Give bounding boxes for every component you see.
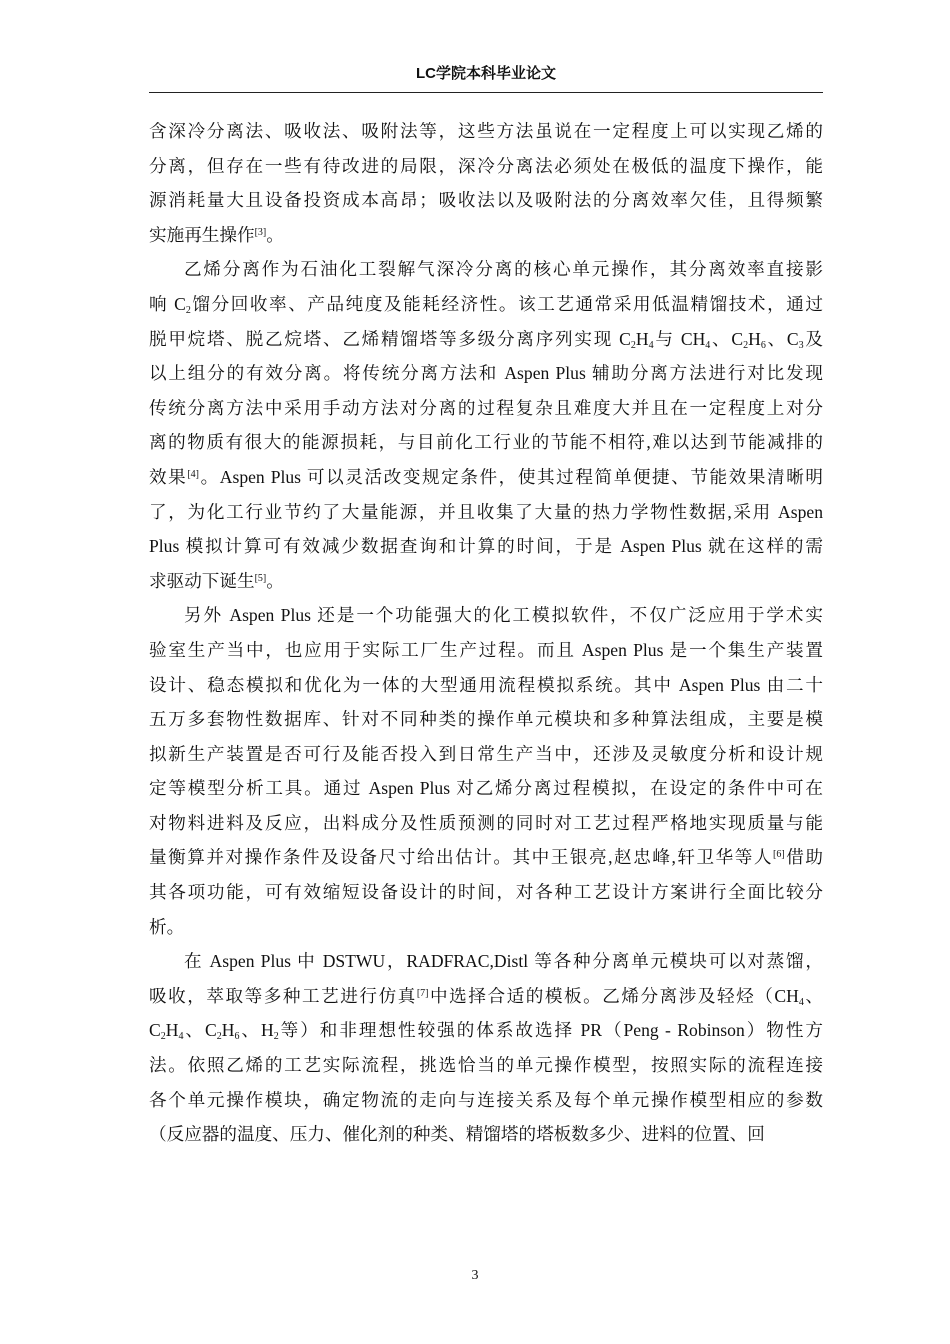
paragraph — [149, 598, 823, 944]
text-line: 另外 Aspen Plus 还是一个功能强大的化工模拟软件，不仅广泛应用于学术实 — [184, 605, 823, 626]
text-line: 脱甲烷塔、脱乙烷塔、乙烯精馏塔等多级分离序列实现 $C_2H_4$与 $CH_4$、$C_2H_6$、$C_3$及 — [149, 328, 823, 351]
paragraph — [149, 944, 823, 1152]
header-divider — [149, 92, 823, 93]
text-line: 法。依照乙烯的工艺实际流程，挑选恰当的单元操作模型，按照实际的流程连接 — [149, 1055, 823, 1076]
text-line: 实施再生操作[3]。 — [149, 224, 284, 245]
text-line: 吸收，萃取等多种工艺进行仿真[7]中选择合适的模板。乙烯分离涉及轻烃（$CH_4$、 — [149, 985, 823, 1008]
text-line: 验室生产当中，也应用于实际工厂生产过程。而且 Aspen Plus 是一个集生产装置 — [149, 639, 823, 660]
text-line: $C_2H_4$、$C_2H_6$、$H_2$等）和非理想性较强的体系故选择 PR（Peng - Robinson）物性方 — [149, 1020, 823, 1043]
text-line: 效果[4]。Aspen Plus 可以灵活改变规定条件，使其过程简单便捷、节能效果清晰明 — [149, 466, 823, 487]
text-line: 响 $C_2$馏分回收率、产品纯度及能耗经济性。该工艺通常采用低温精馏技术，通过 — [149, 293, 823, 316]
text-line: 五万多套物性数据库、针对不同种类的操作单元模块和多种算法组成，主要是模 — [149, 709, 823, 730]
text-line: 定等模型分析工具。通过 Aspen Plus 对乙烯分离过程模拟，在设定的条件中可在 — [149, 778, 823, 799]
text-line: 各个单元操作模块，确定物流的走向与连接关系及每个单元操作模型相应的参数 — [149, 1089, 823, 1110]
text-line: 其各项功能，可有效缩短设备设计的时间，对各种工艺设计方案讲行全面比较分 — [149, 882, 823, 903]
text-line: 分离，但存在一些有待改进的局限，深冷分离法必须处在极低的温度下操作，能 — [149, 155, 823, 176]
body-text — [149, 114, 823, 1152]
paragraph — [149, 114, 823, 252]
text-line: 乙烯分离作为石油化工裂解气深冷分离的核心单元操作，其分离效率直接影 — [184, 259, 823, 280]
text-line: 量衡算并对操作条件及设备尺寸给出估计。其中王银亮,赵忠峰,轩卫华等人[6]借助 — [149, 847, 823, 868]
text-line: 求驱动下诞生[5]。 — [149, 570, 284, 591]
text-line: 析。 — [149, 916, 185, 937]
text-line: 对物料进料及反应，出料成分及性质预测的同时对工艺过程严格地实现质量与能 — [149, 812, 823, 833]
text-line: 传统分离方法中采用手动方法对分离的过程复杂且难度大并且在一定程度上对分 — [149, 397, 823, 418]
text-line: 设计、稳态模拟和优化为一体的大型通用流程模拟系统。其中 Aspen Plus 由二十 — [149, 674, 823, 695]
paragraph — [149, 252, 823, 598]
text-line: 了，为化工行业节约了大量能源，并且收集了大量的热力学物性数据,采用 Aspen — [149, 501, 823, 522]
text-line: 源消耗量大且设备投资成本高昂；吸收法以及吸附法的分离效率欠佳，且得频繁 — [149, 190, 823, 211]
text-line: 以上组分的有效分离。将传统分离方法和 Aspen Plus 辅助分离方法进行对比发现 — [149, 363, 823, 384]
text-line: 离的物质有很大的能源损耗，与目前化工行业的节能不相符,难以达到节能减排的 — [149, 432, 823, 453]
text-line: Plus 模拟计算可有效减少数据查询和计算的时间，于是 Aspen Plus 就在这样的需 — [149, 536, 823, 557]
text-line: 在 Aspen Plus 中 DSTWU，RADFRAC,Distl 等各种分离单元模块可以对蒸馏， — [184, 951, 823, 972]
text-line: 拟新生产装置是否可行及能否投入到日常生产当中，还涉及灵敏度分析和设计规 — [149, 743, 823, 764]
running-header: LC学院本科毕业论文 — [416, 65, 556, 82]
text-line: （反应器的温度、压力、催化剂的种类、精馏塔的塔板数多少、进料的位置、回 — [149, 1124, 765, 1145]
page-number: 3 — [471, 1268, 479, 1283]
text-line: 含深冷分离法、吸收法、吸附法等，这些方法虽说在一定程度上可以实现乙烯的 — [149, 121, 823, 141]
